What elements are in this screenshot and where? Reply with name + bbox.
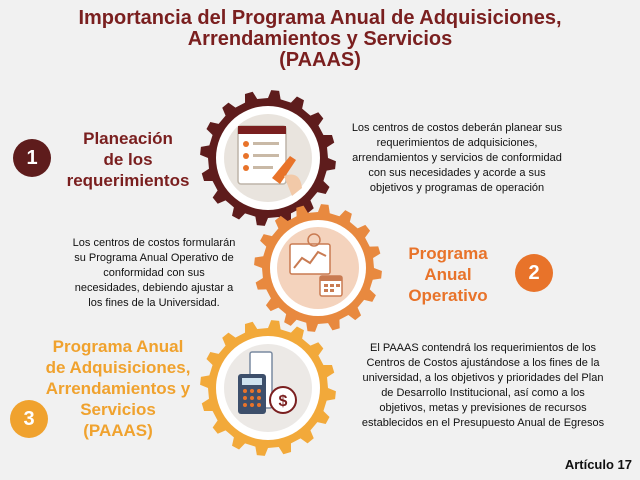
step-2-title — [392, 243, 504, 306]
step-2-description — [54, 236, 254, 311]
title-line-3: (PAAAS) — [279, 49, 361, 71]
title-line-1: Importancia del Programa Anual de Adquisiciones, — [78, 7, 562, 29]
step-1-title — [58, 128, 198, 191]
step-3-description-line: objetivos, metas y previsiones de recursos — [379, 402, 587, 414]
step-3-title-line: (PAAAS) — [83, 421, 153, 440]
step-3-title — [38, 336, 198, 441]
step-3-title-line: Servicios — [80, 400, 156, 419]
step-1-description-line: objetivos y programas de operación — [369, 182, 545, 194]
step-1-description-line: requerimientos de adquisiciones, — [376, 137, 538, 149]
title-line-2: Arrendamientos y Servicios — [187, 28, 453, 50]
article-reference: Artículo 17 — [564, 457, 632, 472]
step-3-title-line: Programa Anual — [52, 337, 184, 356]
step-3-description-line: Centros de Costos ajustándose a los fines de la — [366, 357, 600, 369]
step-3-number-badge — [10, 400, 48, 438]
gear-1 — [200, 90, 336, 226]
step-3-description — [342, 341, 624, 431]
step-2-number-badge — [515, 254, 553, 292]
step-3-description-line: de Desarrollo Institucional, así como a los — [381, 387, 585, 399]
step-2-description-line: su Programa Anual Operativo de — [74, 252, 234, 264]
step-1-title-line: de los — [103, 150, 153, 169]
step-2-description-line: los fines de la Universidad. — [88, 297, 220, 309]
step-2-number: 2 — [528, 261, 540, 284]
step-1-number-badge — [13, 139, 51, 177]
step-3-number: 3 — [23, 407, 35, 430]
step-2-description-line: necesidades, debiendo ajustar a — [74, 282, 234, 294]
step-1-title-line: Planeación — [83, 129, 173, 148]
gear-2 — [254, 204, 382, 332]
step-3-title-line: de Adquisiciones, — [45, 358, 191, 377]
step-1-description-line: con sus necesidades y acorde a sus — [368, 167, 546, 179]
step-2-description-line: Los centros de costos formularán — [72, 237, 236, 249]
step-2-title-line: Programa — [408, 244, 488, 263]
step-2-title-line: Operativo — [408, 286, 488, 305]
step-3-description-line: universidad, a los objetivos y prioridades del Plan — [362, 372, 604, 384]
step-2-description-line: conformidad con sus — [103, 267, 205, 279]
gear-3 — [200, 320, 336, 456]
step-1-description — [332, 121, 582, 196]
step-1-title-line: requerimientos — [66, 171, 190, 190]
step-2-title-line: Anual — [424, 265, 472, 284]
step-3-description-line: El PAAAS contendrá los requerimientos de los — [369, 342, 597, 354]
step-1-description-line: arrendamientos y servicios de conformidad — [352, 152, 562, 164]
svg-text:$: $ — [278, 393, 288, 410]
step-3-description-line: establecidos en el Presupuesto Anual de Egresos — [361, 417, 605, 429]
step-3-title-line: Arrendamientos y — [45, 379, 191, 398]
step-1-description-line: Los centros de costos deberán planear sus — [351, 122, 563, 134]
step-1-number: 1 — [26, 146, 38, 169]
